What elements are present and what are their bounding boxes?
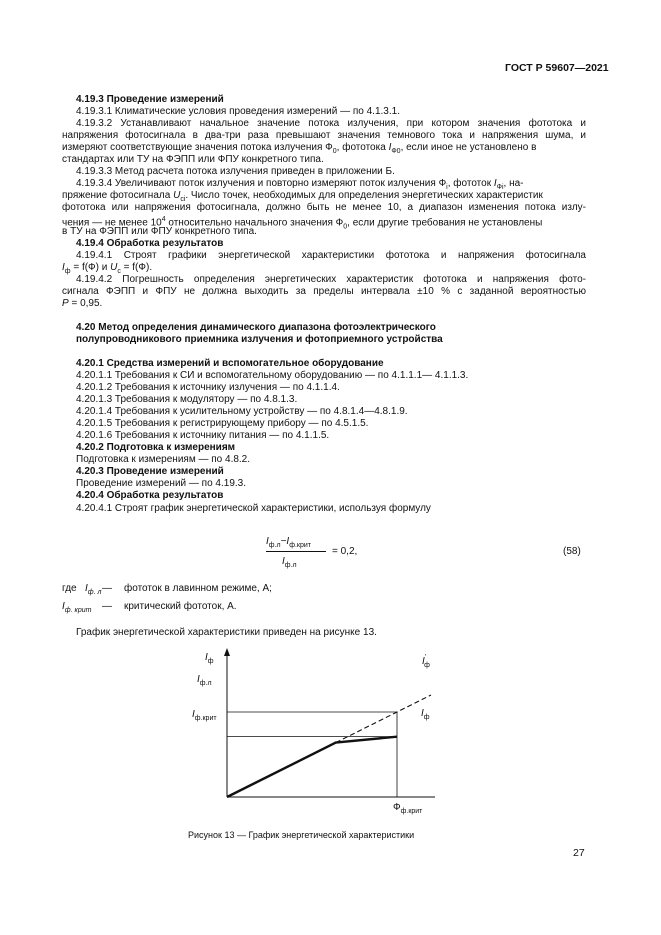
formula-denominator: $I_{ф.л}$ (282, 556, 297, 569)
def-text-2: критический фототок, А. (124, 601, 237, 612)
standard-number: ГОСТ Р 59607—2021 (505, 62, 609, 74)
section-title-4-19-3: 4.19.3 Проведение измерений (76, 94, 224, 105)
paragraph-4-19-3-3: 4.19.3.3 Метод расчета потока излучения приведен в приложении Б. (76, 166, 395, 177)
graph-intro: График энергетической характеристики приведен на рисунке 13. (76, 627, 377, 638)
section-title-4-19-4: 4.19.4 Обработка результатов (76, 238, 224, 249)
curve-label-ideal: I' ф (422, 654, 430, 669)
paragraph-4-19-3-2-line-1: 4.19.3.2 Устанавливают начальное значение потока излучения, при котором значения фототока и (76, 118, 586, 129)
item-4-20-1-5: 4.20.1.5 Требования к регистрирующему прибору — по 4.5.1.5. (76, 418, 369, 429)
paragraph-4-20-2: Подготовка к измерениям — по 4.8.2. (76, 454, 251, 465)
paragraph-4-19-4-2-line-2: сигнала ФЭПП и ФПУ не должна выходить за пределы интервала ±10 % с заданной вероятностью (62, 286, 586, 297)
figure-caption: Рисунок 13 — График энергетической характеристики (188, 830, 415, 840)
paragraph-4-20-4-1: 4.20.4.1 Строят график энергетической характеристики, используя формулу (76, 503, 431, 514)
paragraph-4-19-3-4-line-4: чения — не менее $10^4$ относительно начального значения $Ф_0$, если другие требования не установлены (62, 216, 543, 231)
paragraph-4-19-3-1: 4.19.3.1 Климатические условия проведения измерений — по 4.1.3.1. (76, 106, 400, 117)
section-title-4-20-line-2: полупроводникового приемника излучения и фотоприемного устройства (76, 334, 443, 345)
curve-label-if: $I_ф$ (421, 708, 430, 721)
def-symbol-1: $I_{ф. л}$ (85, 583, 102, 596)
paragraph-4-19-3-4-line-1: 4.19.3.4 Увеличивают поток излучения и повторно измеряют поток излучения $Ф_i$, фототок $I_{Фi}$, на- (76, 178, 524, 191)
section-title-4-20-line-1: 4.20 Метод определения динамического диапазона фотоэлектрического (76, 322, 436, 333)
y-axis-arrow (224, 648, 230, 656)
item-4-20-1-3: 4.20.1.3 Требования к модулятору — по 4.8.1.3. (76, 394, 298, 405)
formula-fraction-bar (266, 551, 326, 552)
item-4-20-1-4: 4.20.1.4 Требования к усилительному устройству — по 4.8.1.4—4.8.1.9. (76, 406, 408, 417)
paragraph-4-19-3-2-line-2: напряжения фотосигнала в два-три раза превышают значения темнового тока и напряжения шума, и (62, 130, 586, 141)
formula-58 (262, 533, 382, 577)
def-dash-1: — (102, 583, 112, 594)
series-line-measured (227, 737, 397, 797)
paragraph-4-20-3: Проведение измерений — по 4.19.3. (76, 478, 247, 489)
paragraph-4-19-3-2-line-3: измеряют соответствующие значения потока излучения $Ф_0$, фототока $I_{Ф0}$, если иное не установлено в (62, 142, 537, 155)
paragraph-4-19-3-4-line-3: фототока или напряжения фотосигнала, должно быть не менее 10, а диапазон изменения потока излу- (62, 202, 586, 213)
paragraph-4-19-4-1-line-1: 4.19.4.1 Строят графики энергетической характеристики фототока и напряжения фотосигнала (76, 250, 586, 261)
item-4-20-1-6: 4.20.1.6 Требования к источнику питания — по 4.1.1.5. (76, 430, 330, 441)
section-title-4-20-3: 4.20.3 Проведение измерений (76, 466, 224, 477)
paragraph-4-19-4-1-line-2: $I_ф = f(Ф)$ и $U_c = f(Ф)$. (62, 262, 153, 275)
y-axis-label: $I_ф$ (205, 652, 214, 665)
def-text-1: фототок в лавинном режиме, А; (124, 583, 272, 594)
def-dash-2: — (102, 601, 112, 612)
paragraph-4-19-4-2-line-1: 4.19.4.2 Погрешность определения энергетических характеристик фототока и напряжения фото- (76, 274, 586, 285)
series-line-ideal (336, 695, 431, 743)
paragraph-4-19-3-4-line-5: в ТУ на ФЭПП или ФПУ конкретного типа. (62, 226, 257, 237)
section-title-4-20-4: 4.20.4 Обработка результатов (76, 490, 224, 501)
item-4-20-1-2: 4.20.1.2 Требования к источнику излучения — по 4.1.1.4. (76, 382, 340, 393)
formula-number: (58) (563, 546, 581, 557)
paragraph-4-19-4-2-line-3: P = 0,95. (62, 298, 103, 309)
page-number: 27 (573, 847, 585, 859)
def-symbol-2: $I_{ф. крит}$ (62, 601, 92, 614)
y-tick-label-ifkrit: $I_{ф.крит}$ (192, 709, 217, 722)
where-label: где (62, 583, 77, 594)
section-title-4-20-2: 4.20.2 Подготовка к измерениям (76, 442, 236, 453)
x-tick-label-phikrit: $Ф_{ф.крит}$ (393, 802, 423, 815)
section-title-4-20-1: 4.20.1 Средства измерений и вспомогательное оборудование (76, 358, 384, 369)
formula-value: = 0,2, (332, 546, 358, 557)
formula-numerator: $I_{ф.л}-I_{ф.крит}$ (266, 536, 311, 549)
item-4-20-1-1: 4.20.1.1 Требования к СИ и вспомогательному оборудованию — по 4.1.1.1— 4.1.1.3. (76, 370, 469, 381)
y-tick-label-ifl: $I_{ф.л}$ (197, 674, 212, 687)
figure-13-chart (192, 644, 465, 819)
paragraph-4-19-3-2-line-4: стандартах или ТУ на ФЭПП или ФПУ конкретного типа. (62, 154, 324, 165)
paragraph-4-19-3-4-line-2: пряжение фотосигнала $U_{ci}$. Число точек, необходимых для определения энергетических характеристик (62, 190, 543, 203)
